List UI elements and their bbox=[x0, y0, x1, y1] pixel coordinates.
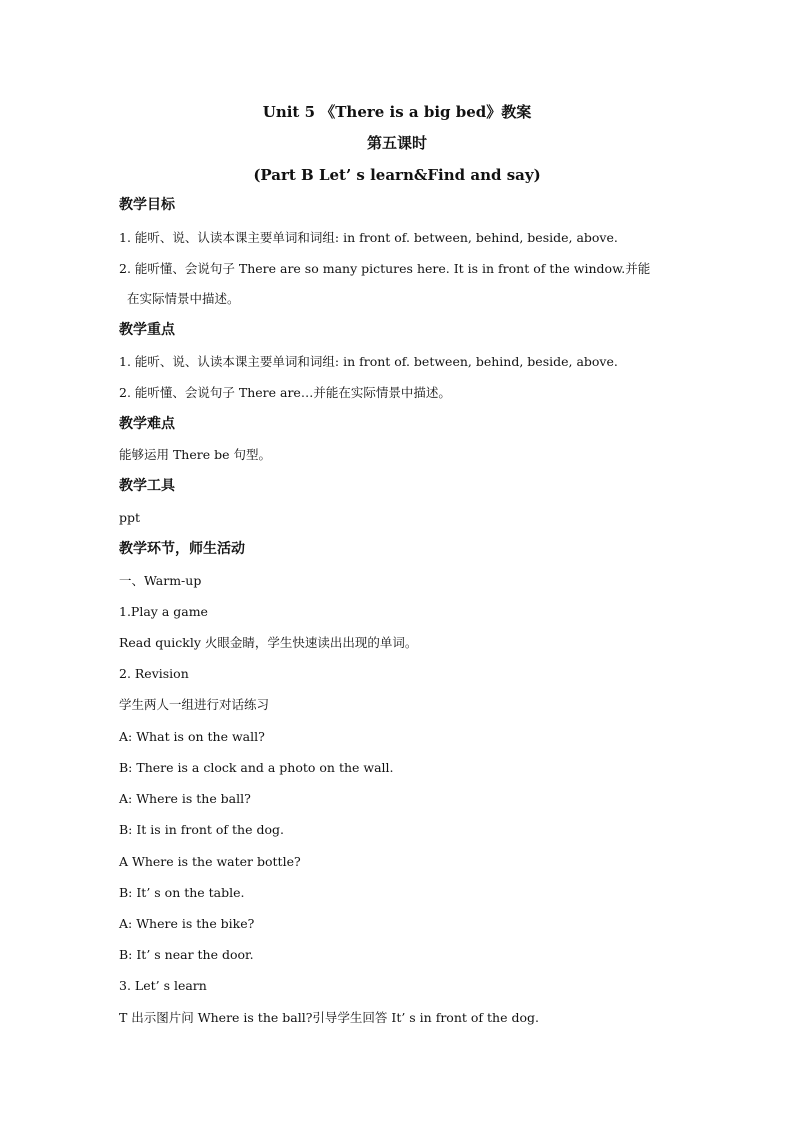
document-title: Unit 5 《There is a big bed》教案 bbox=[262, 103, 532, 121]
dialogue-line: A Where is the water bottle? bbox=[119, 854, 301, 869]
dialogue-line: A: Where is the bike? bbox=[119, 916, 255, 931]
key-points-heading: 教学重点 bbox=[119, 322, 175, 338]
dialogue-line: B: There is a clock and a photo on the wall. bbox=[119, 760, 394, 775]
key-point-item: 2. 能听懂、会说句子 There are…并能在实际情景中描述。 bbox=[119, 385, 451, 400]
process-heading: 教学环节，师生活动 bbox=[119, 541, 245, 557]
key-point-item: 1. 能听、说、认读本课主要单词和词组: in front of. between, behind, beside, above. bbox=[119, 354, 618, 369]
activity-line: T 出示图片问 Where is the ball?引导学生回答 It’ s in front of the dog. bbox=[119, 1010, 539, 1025]
goals-heading: 教学目标 bbox=[119, 197, 175, 213]
dialogue-line: A: Where is the ball? bbox=[119, 791, 251, 806]
dialogue-line: B: It’ s near the door. bbox=[119, 947, 254, 962]
goal-item: 1. 能听、说、认读本课主要单词和词组: in front of. between, behind, beside, above. bbox=[119, 230, 618, 245]
difficult-points-heading: 教学难点 bbox=[119, 416, 175, 432]
activity-line: 1.Play a game bbox=[119, 604, 208, 619]
lesson-part: (Part B Let’ s learn&Find and say) bbox=[253, 166, 541, 184]
activity-line: Read quickly 火眼金睛，学生快速读出出现的单词。 bbox=[119, 635, 418, 650]
dialogue-line: B: It is in front of the dog. bbox=[119, 822, 284, 837]
warmup-step: 一、Warm-up bbox=[119, 573, 202, 588]
activity-line: 3. Let’ s learn bbox=[119, 978, 207, 993]
activity-line: 2. Revision bbox=[119, 666, 189, 681]
tools-item: ppt bbox=[119, 510, 141, 525]
dialogue-line: A: What is on the wall? bbox=[119, 729, 265, 744]
activity-line: 学生两人一组进行对话练习 bbox=[119, 697, 270, 712]
goal-item-continued: 在实际情景中描述。 bbox=[127, 291, 240, 306]
goal-item: 2. 能听懂、会说句子 There are so many pictures here. It is in front of the window.并能 bbox=[119, 261, 651, 276]
tools-heading: 教学工具 bbox=[119, 478, 175, 494]
difficult-point-item: 能够运用 There be 句型。 bbox=[119, 447, 271, 462]
lesson-period: 第五课时 bbox=[366, 134, 427, 152]
dialogue-line: B: It’ s on the table. bbox=[119, 885, 245, 900]
